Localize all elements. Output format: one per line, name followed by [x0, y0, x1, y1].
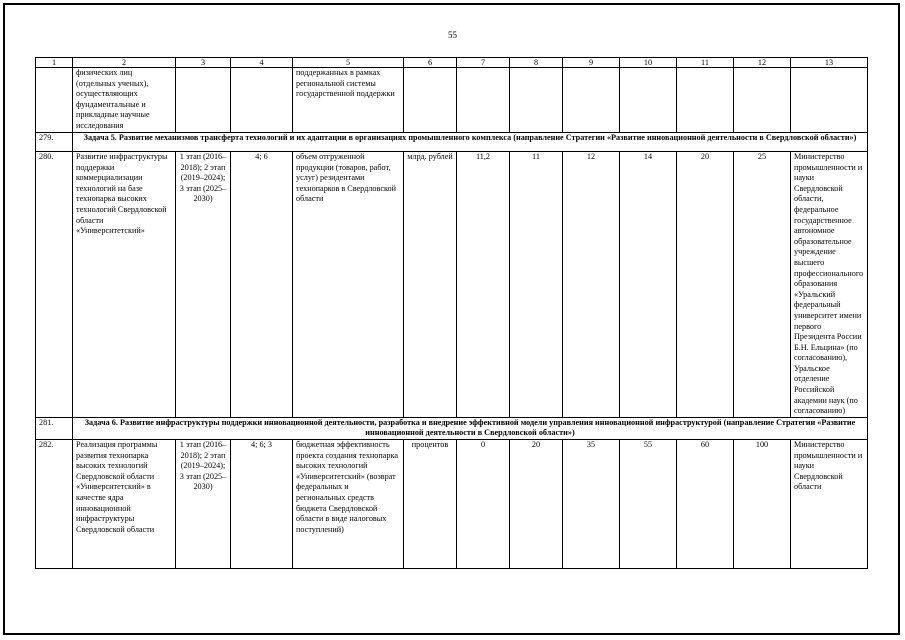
col-header: 7 [457, 58, 510, 68]
task-heading: Задача 6. Развитие инфраструктуры поддержки инновационной деятельности, разработка и внедрение эффективной модели управления инновационной инфраструктурой (направление Стратегии «Развитие инновационной деятельности в Свердловской области») [73, 417, 868, 439]
cell-empty [176, 68, 231, 133]
col-header: 11 [677, 58, 734, 68]
cell-empty [791, 68, 868, 133]
cell-empty [510, 68, 563, 133]
cell-value: 25 [734, 152, 791, 418]
cell-stages: 1 этап (2016–2018); 2 этап (2019–2024); 3 этап (2025–2030) [176, 440, 231, 569]
cell-goals: 4; 6; 3 [231, 440, 293, 569]
task-row-279 [36, 133, 868, 152]
table-row-continued [36, 68, 868, 133]
cell-value: 20 [510, 440, 563, 569]
col-header: 3 [176, 58, 231, 68]
cell-value: 20 [677, 152, 734, 418]
col-header: 4 [231, 58, 293, 68]
col-header: 9 [563, 58, 620, 68]
task-heading: Задача 5. Развитие механизмов трансферта технологий и их адаптации в организациях промышленного комплекса (направление Стратегии «Развитие инновационной деятельности в Свердловской области») [73, 133, 868, 152]
cell-empty [734, 68, 791, 133]
cell-empty [563, 68, 620, 133]
col-header: 8 [510, 58, 563, 68]
col-header: 1 [36, 58, 73, 68]
cell-value: 11,2 [457, 152, 510, 418]
column-number-row [36, 58, 868, 68]
cell-value: 12 [563, 152, 620, 418]
cell-value: 11 [510, 152, 563, 418]
cell-measure-name: физических лиц (отдельных ученых), осуществляющих фундаментальные и прикладные научные исследования [73, 68, 176, 133]
task-row-281 [36, 417, 868, 439]
cell-indicator: поддержанных в рамках региональной системы государственной поддержки [293, 68, 404, 133]
cell-indicator: объем отгруженной продукции (товаров, работ, услуг) резидентами технопарков в Свердловской области [293, 152, 404, 418]
cell-row-number: 281. [36, 417, 73, 439]
col-header: 6 [404, 58, 457, 68]
cell-empty [404, 68, 457, 133]
col-header: 2 [73, 58, 176, 68]
page-number: 55 [448, 30, 457, 40]
col-header: 5 [293, 58, 404, 68]
cell-row-number: 282. [36, 440, 73, 569]
table-row-282 [36, 440, 868, 569]
cell-unit: млрд. рублей [404, 152, 457, 418]
cell-executor: Министерство промышленности и науки Свердловской области, федеральное государственное автономное образовательное учреждение высшего профессионального образования «Уральский федеральный университет имени первого Президента России Б.Н. Ельцина» (по согласованию), Уральское отделение Российской академии наук (по согласованию) [791, 152, 868, 418]
cell-row-number: 280. [36, 152, 73, 418]
cell-goals: 4; 6 [231, 152, 293, 418]
cell-empty [457, 68, 510, 133]
col-header: 10 [620, 58, 677, 68]
cell-measure-name: Развитие инфраструктуры поддержки коммерциализации технологий на базе технопарка высоких технологий Свердловской области «Университетский» [73, 152, 176, 418]
cell-value: 35 [563, 440, 620, 569]
cell-measure-name: Реализация программы развития технопарка высоких технологий Свердловской области «Университетский» в качестве ядра инновационной инфраструктуры Свердловской области [73, 440, 176, 569]
cell-empty [231, 68, 293, 133]
cell-row-number: 279. [36, 133, 73, 152]
col-header: 12 [734, 58, 791, 68]
cell-value: 60 [677, 440, 734, 569]
cell-value: 55 [620, 440, 677, 569]
cell-value: 14 [620, 152, 677, 418]
cell-stages: 1 этап (2016–2018); 2 этап (2019–2024); 3 этап (2025–2030) [176, 152, 231, 418]
cell-value: 100 [734, 440, 791, 569]
cell-empty [36, 68, 73, 133]
table-row-280 [36, 152, 868, 418]
col-header: 13 [791, 58, 868, 68]
cell-executor: Министерство промышленности и науки Свердловской области [791, 440, 868, 569]
cell-indicator: бюджетная эффективность проекта создания технопарка высоких технологий «Университетский» (возврат федеральных и региональных средств бюджета Свердловской области в виде налоговых поступлений) [293, 440, 404, 569]
cell-unit: процентов [404, 440, 457, 569]
strategy-table [35, 57, 868, 569]
cell-empty [620, 68, 677, 133]
cell-empty [677, 68, 734, 133]
cell-value: 0 [457, 440, 510, 569]
